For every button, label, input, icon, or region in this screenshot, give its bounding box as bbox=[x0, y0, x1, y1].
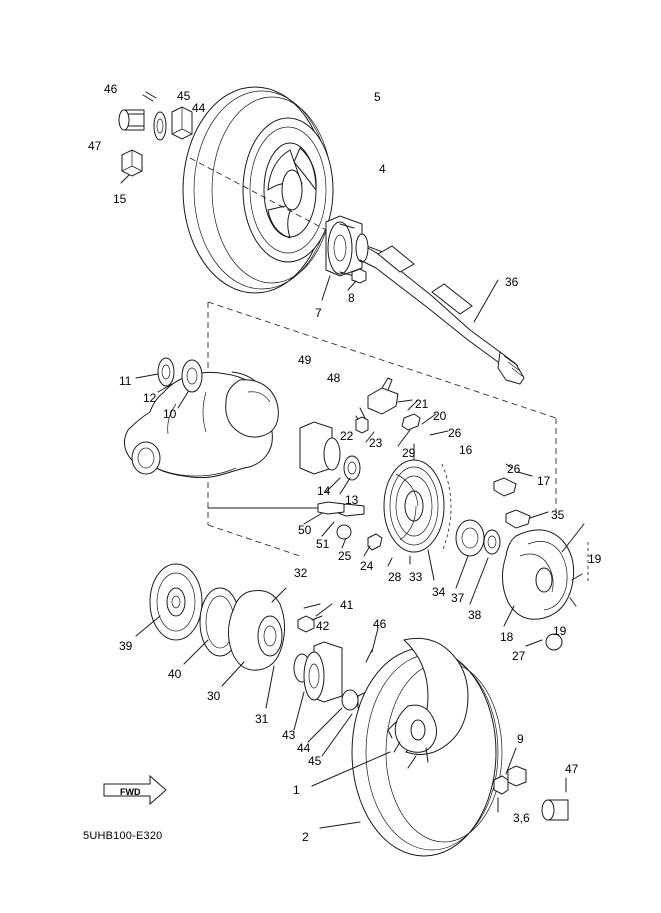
callout-9: 9 bbox=[517, 732, 524, 746]
callout-20: 20 bbox=[433, 409, 447, 423]
callout-36: 36 bbox=[505, 275, 519, 289]
callout-23: 23 bbox=[369, 436, 383, 450]
callout-26-lower: 26 bbox=[507, 462, 521, 476]
callout-7: 7 bbox=[315, 306, 322, 320]
callout-44-lower: 44 bbox=[297, 741, 311, 755]
callout-32: 32 bbox=[294, 566, 308, 580]
callout-49: 49 bbox=[298, 353, 312, 367]
fwd-arrow-label: FWD bbox=[120, 787, 141, 797]
callout-17: 17 bbox=[537, 474, 551, 488]
callout-12: 12 bbox=[143, 391, 157, 405]
callout-46-top: 46 bbox=[104, 82, 118, 96]
callout-45-lower: 45 bbox=[308, 754, 322, 768]
callout-31: 31 bbox=[255, 712, 269, 726]
callout-21: 21 bbox=[415, 397, 429, 411]
callout-24: 24 bbox=[360, 559, 374, 573]
callout-10: 10 bbox=[163, 407, 177, 421]
final-gear-case bbox=[124, 372, 360, 494]
callout-35: 35 bbox=[551, 508, 565, 522]
callout-14: 14 bbox=[317, 484, 331, 498]
top-left-hardware bbox=[119, 89, 192, 183]
callout-5: 5 bbox=[374, 90, 381, 104]
drawing-part-code: 5UHB100-E320 bbox=[83, 830, 163, 842]
callout-39: 39 bbox=[119, 639, 133, 653]
callout-43: 43 bbox=[282, 728, 296, 742]
callout-2: 2 bbox=[302, 830, 309, 844]
callout-16: 16 bbox=[459, 443, 473, 457]
callout-8: 8 bbox=[348, 291, 355, 305]
callout-15: 15 bbox=[113, 192, 127, 206]
callout-3-6: 3,6 bbox=[513, 811, 530, 825]
callout-22: 22 bbox=[340, 429, 354, 443]
callout-26-upper: 26 bbox=[448, 426, 462, 440]
rear-brake-disc-group bbox=[136, 564, 332, 708]
callout-19-lower: 19 bbox=[553, 624, 567, 638]
callout-1: 1 bbox=[293, 783, 300, 797]
callout-34: 34 bbox=[432, 585, 446, 599]
callout-51: 51 bbox=[316, 537, 330, 551]
callout-30: 30 bbox=[207, 689, 221, 703]
callout-46-lower: 46 bbox=[373, 617, 387, 631]
wheel-hub-flange bbox=[322, 216, 368, 300]
callout-47-lower: 47 bbox=[565, 762, 579, 776]
callout-13: 13 bbox=[345, 493, 359, 507]
callout-11: 11 bbox=[119, 374, 132, 388]
callout-18: 18 bbox=[500, 630, 514, 644]
callout-45-top: 45 bbox=[177, 89, 191, 103]
callout-27: 27 bbox=[512, 649, 526, 663]
callout-50: 50 bbox=[298, 523, 312, 537]
callout-19-upper: 19 bbox=[588, 552, 602, 566]
ref-line-4 bbox=[208, 525, 300, 556]
callout-33: 33 bbox=[409, 570, 423, 584]
callout-40: 40 bbox=[168, 667, 182, 681]
callout-4: 4 bbox=[379, 162, 386, 176]
callout-29: 29 bbox=[402, 446, 416, 460]
callout-42: 42 bbox=[316, 619, 330, 633]
callout-25: 25 bbox=[338, 549, 352, 563]
drive-axle-shaft bbox=[360, 246, 524, 384]
callout-28: 28 bbox=[388, 570, 402, 584]
brake-shoe-assembly bbox=[456, 464, 588, 650]
callout-37: 37 bbox=[451, 591, 465, 605]
callout-38: 38 bbox=[468, 608, 482, 622]
callout-41: 41 bbox=[340, 598, 354, 612]
callout-47-top: 47 bbox=[88, 139, 102, 153]
callout-44-top: 44 bbox=[192, 101, 206, 115]
callout-48: 48 bbox=[327, 371, 341, 385]
